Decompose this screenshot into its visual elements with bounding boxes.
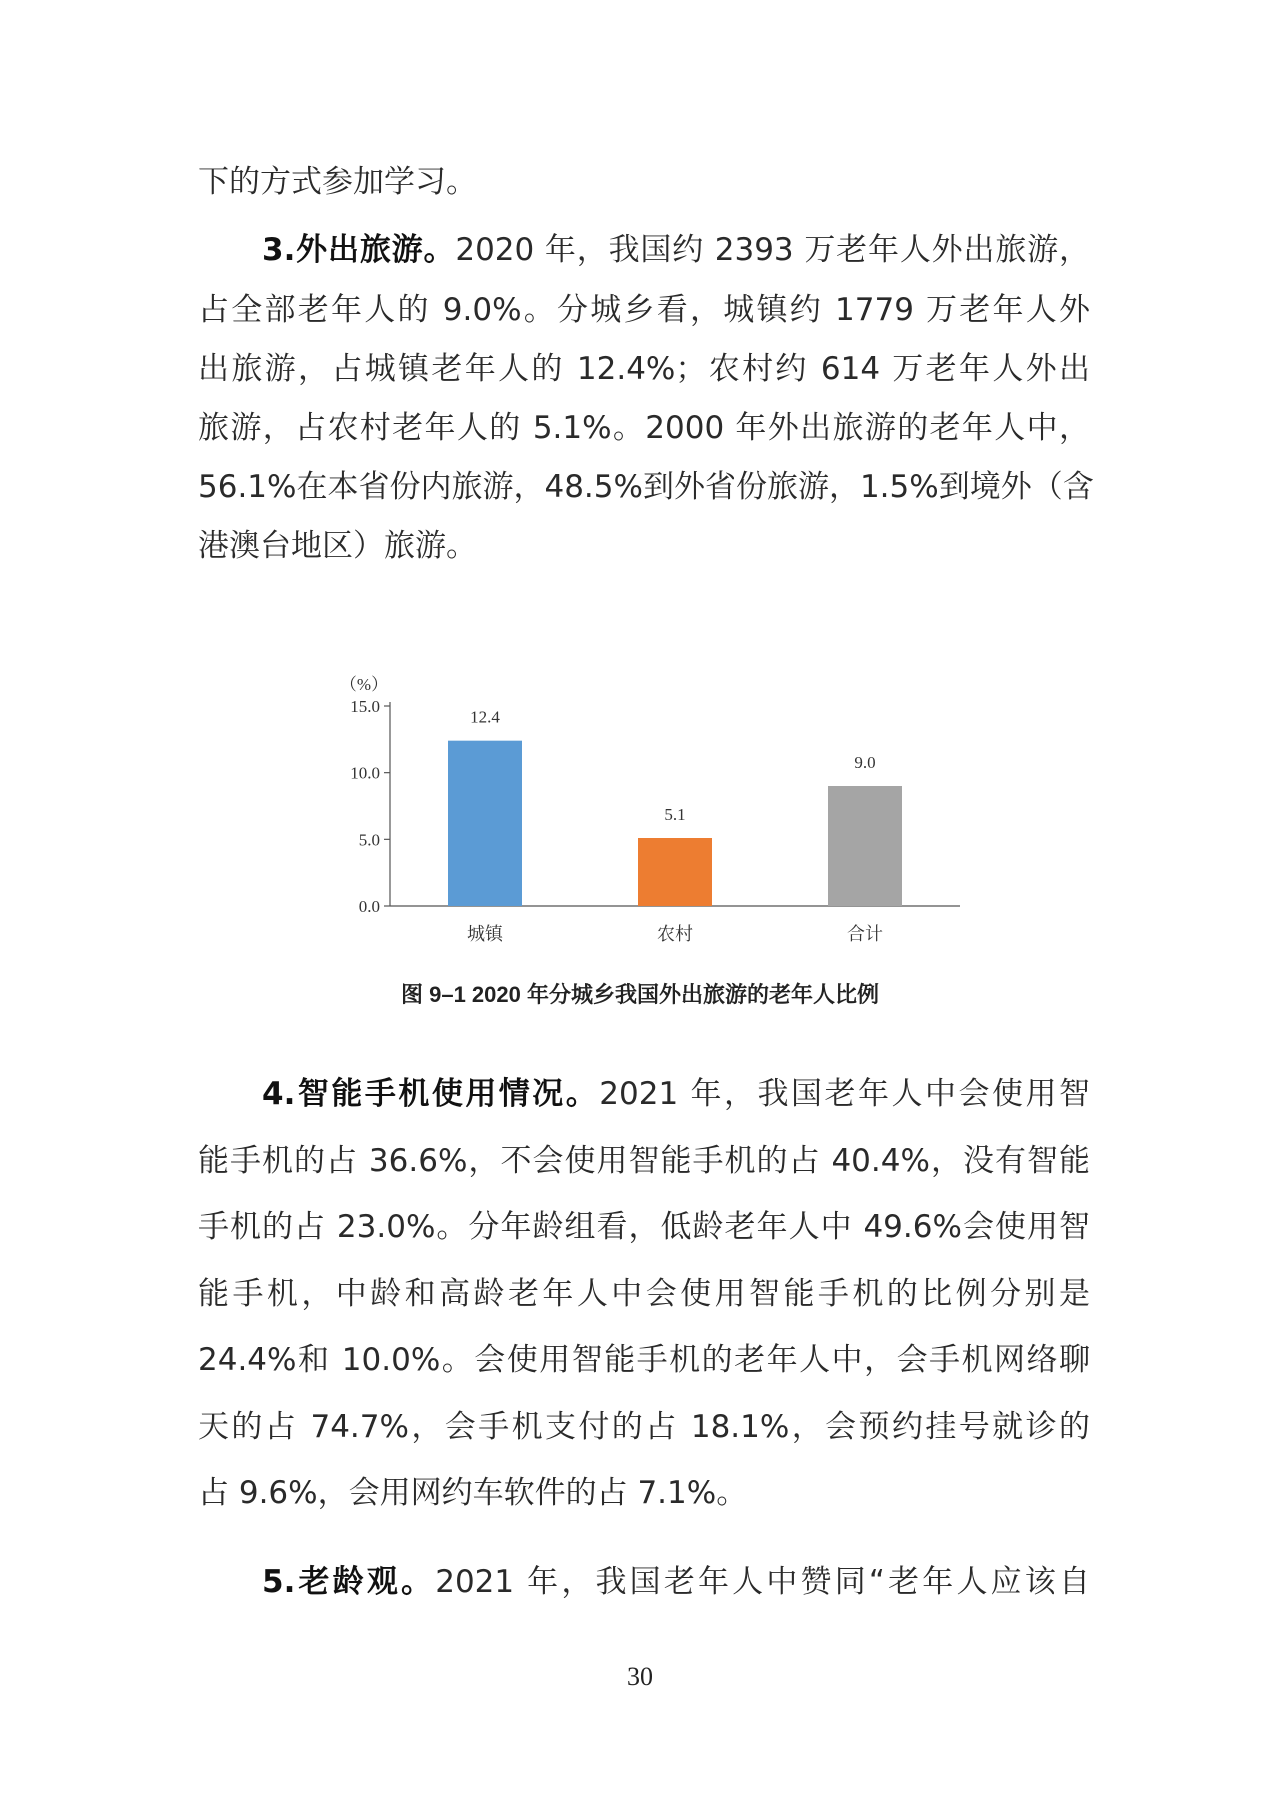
paragraph-line: 旅游，占农村老年人的 5.1%。2000 年外出旅游的老年人中，	[198, 410, 1090, 446]
section-heading-smartphone: 4.智能手机使用情况。	[262, 1076, 600, 1112]
y-tick-label: 5.0	[358, 830, 380, 850]
paragraph-line: 天的占 74.7%，会手机支付的占 18.1%，会预约挂号就诊的	[198, 1409, 1090, 1445]
paragraph-line: 手机的占 23.0%。分年龄组看，低龄老年人中 49.6%会使用智	[198, 1209, 1090, 1245]
bar	[828, 786, 902, 906]
x-tick-label: 城镇	[467, 924, 503, 945]
paragraph-line	[262, 1560, 1090, 1604]
paragraph-line: 能手机的占 36.6%，不会使用智能手机的占 40.4%，没有智能	[198, 1143, 1090, 1179]
paragraph-line: 港澳台地区）旅游。	[198, 528, 477, 564]
x-tick-label: 合计	[847, 924, 883, 945]
paragraph-line	[262, 228, 1090, 272]
section-heading-travel: 3.外出旅游。	[262, 232, 456, 268]
data-label: 12.4	[470, 707, 500, 727]
paragraph-text: 2021 年，我国老年人中会使用智	[599, 1076, 1090, 1112]
figure-caption: 图 9–1 2020 年分城乡我国外出旅游的老年人比例	[401, 982, 879, 1007]
paragraph-text: 2021 年，我国老年人中赞同“老年人应该自	[435, 1564, 1090, 1600]
paragraph-line: 56.1%在本省份内旅游，48.5%到外省份旅游，1.5%到境外（含	[198, 469, 1094, 505]
y-tick-label: 15.0	[350, 697, 380, 716]
bar	[638, 838, 712, 906]
data-label: 5.1	[664, 805, 686, 824]
paragraph-line: 出旅游，占城镇老年人的 12.4%；农村约 614 万老年人外出	[198, 351, 1090, 387]
y-axis-unit-label: （%）	[339, 675, 389, 694]
page-number: 30	[627, 1662, 653, 1691]
paragraph-line: 能手机，中龄和高龄老年人中会使用智能手机的比例分别是	[198, 1276, 1090, 1312]
y-tick-label: 10.0	[350, 763, 380, 783]
paragraph-line: 占全部老年人的 9.0%。分城乡看，城镇约 1779 万老年人外	[198, 292, 1090, 328]
y-tick-label: 0.0	[358, 897, 380, 916]
data-label: 9.0	[854, 753, 876, 772]
paragraph-line: 占 9.6%，会用网约车软件的占 7.1%。	[198, 1475, 748, 1511]
x-tick-label: 农村	[657, 924, 693, 945]
bar	[448, 741, 522, 906]
paragraph-line	[262, 1072, 1090, 1116]
paragraph-line: 24.4%和 10.0%。会使用智能手机的老年人中，会手机网络聊	[198, 1342, 1090, 1378]
bar-chart	[330, 668, 970, 958]
paragraph-text: 下的方式参加学习。	[198, 164, 477, 200]
paragraph-text: 2020 年，我国约 2393 万老年人外出旅游，	[455, 232, 1090, 268]
section-heading-ageing-view: 5.老龄观。	[262, 1564, 436, 1600]
